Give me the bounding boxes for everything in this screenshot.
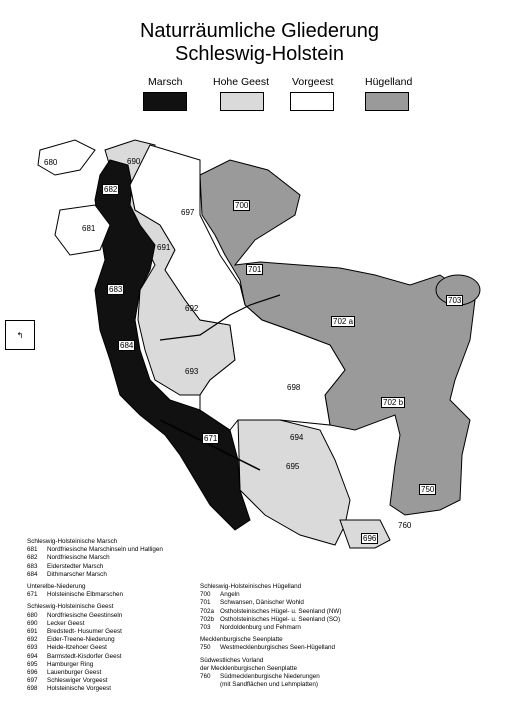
legend-list-left	[27, 534, 163, 694]
legend-entry	[27, 644, 163, 652]
legend-entry	[27, 546, 163, 554]
legend-entry	[200, 616, 341, 624]
legend-entry	[27, 554, 163, 562]
region-label: 703	[448, 296, 462, 305]
region-label: 671	[204, 434, 218, 443]
legend-name: Nordoldenburg und Fehmarn	[220, 624, 301, 632]
legend-code: 681	[27, 546, 38, 554]
legend-code: 683	[27, 562, 38, 570]
legend-entry	[200, 681, 341, 689]
region-label: 701	[248, 265, 262, 274]
legend-entry	[27, 661, 163, 669]
legend-label-hohe-geest: Hohe Geest	[213, 76, 270, 88]
legend-code: 698	[27, 685, 38, 693]
region-label: 697	[181, 208, 195, 217]
legend-heading: Schleswig-Holsteinische Geest	[27, 603, 114, 611]
legend-code: 671	[27, 591, 38, 599]
map-title: Naturräumliche Gliederung	[139, 20, 379, 42]
legend-name: Schleswiger Vorgeest	[47, 677, 108, 685]
legend-entry	[27, 628, 163, 636]
region-label: 684	[120, 341, 134, 350]
legend-entry	[200, 644, 341, 652]
legend-name: Hamburger Ring	[47, 660, 94, 668]
region-label: 693	[185, 367, 199, 376]
legend-name: Westmecklenburgisches Seen-Hügelland	[220, 644, 336, 652]
legend-entry	[200, 673, 341, 681]
legend-entry	[27, 669, 163, 677]
legend-name: Ostholsteinisches Hügel- u. Seenland (SO)	[220, 615, 341, 623]
legend-entry	[27, 612, 163, 620]
legend-entry	[27, 685, 163, 693]
legend-code: 695	[27, 660, 38, 668]
legend-entry	[200, 608, 341, 616]
legend-entry	[200, 624, 341, 632]
legend-name: Nordfriesische Marschinseln und Halligen	[47, 546, 163, 554]
legend-code	[200, 681, 220, 689]
legend-code: 691	[27, 628, 38, 636]
legend-heading: der Mecklenburgischen Seenplatte	[200, 664, 297, 672]
legend-heading: Schleswig-Holsteinisches Hügelland	[200, 583, 302, 590]
legend-code: 694	[27, 652, 38, 660]
legend-heading: Unterelbe-Niederung	[27, 583, 86, 591]
region-label: 750	[421, 485, 435, 494]
map-subtitle: Schleswig-Holstein	[175, 43, 344, 65]
legend-entry	[27, 591, 163, 599]
legend-name: Nordfriesische Marsch	[47, 554, 110, 562]
legend-code: 760	[200, 673, 211, 681]
region-label: 680	[44, 158, 58, 167]
legend-code: 682	[27, 554, 38, 562]
region-label: 700	[235, 201, 249, 210]
legend-code: 696	[27, 669, 38, 677]
legend-code: 700	[200, 591, 211, 599]
legend-list-right	[200, 579, 341, 689]
legend-name: Heide-Itzehoer Geest	[47, 644, 107, 652]
legend-entry	[27, 677, 163, 685]
legend-heading: Mecklenburgische Seenplatte	[200, 636, 283, 644]
region-label: 683	[109, 285, 123, 294]
legend-entry	[200, 599, 341, 607]
legend-name: Schwansen, Dänischer Wohld	[220, 599, 304, 607]
region-label: 760	[398, 521, 412, 530]
legend-name: Barmstedt-Kisdorfer Geest	[47, 652, 122, 660]
legend-name: Lecker Geest	[47, 619, 85, 627]
region-label: 702 a	[333, 317, 354, 326]
legend-entry	[27, 563, 163, 571]
region-label: 692	[185, 304, 199, 313]
legend-name: Nordfriesische Geestinseln	[47, 611, 123, 619]
region-label: 702 b	[383, 398, 404, 407]
inset-marker: ↰	[5, 320, 35, 350]
legend-entry	[27, 571, 163, 579]
legend-code: 703	[200, 624, 211, 632]
legend-name: Eider-Treene-Niederung	[47, 636, 115, 644]
legend-name: Holsteinische Elbmarschen	[47, 591, 123, 599]
legend-entry	[27, 653, 163, 661]
legend-entry	[27, 636, 163, 644]
legend-code: 692	[27, 636, 38, 644]
legend-code: 684	[27, 570, 38, 578]
legend-name: Dithmarscher Marsch	[47, 570, 107, 578]
legend-label-marsch: Marsch	[148, 76, 183, 88]
region-label: 694	[290, 433, 304, 442]
region-label: 682	[104, 185, 118, 194]
legend-code: 693	[27, 644, 38, 652]
legend-code: 701	[200, 599, 211, 607]
legend-name: Lauenburger Geest	[47, 669, 102, 677]
legend-name: Angeln	[220, 591, 240, 599]
legend-entry	[200, 591, 341, 599]
legend-code: 702a	[200, 607, 215, 615]
legend-code: 690	[27, 619, 38, 627]
legend-name: Eiderstedter Marsch	[47, 562, 104, 570]
legend-name: Bredstedt- Husumer Geest	[47, 628, 122, 636]
legend-name: Südmecklenburgische Niederungen	[220, 673, 320, 681]
region-label: 698	[287, 383, 301, 392]
legend-label-huegelland: Hügelland	[365, 76, 413, 88]
region-label: 691	[157, 243, 171, 252]
legend-name: Holsteinische Vorgeest	[47, 685, 112, 693]
legend-label-vorgeest: Vorgeest	[292, 76, 334, 88]
region-label: 681	[82, 224, 96, 233]
legend-name: (mit Sandflächen und Lehmplatten)	[220, 681, 319, 689]
legend-code: 697	[27, 677, 38, 685]
legend-code: 680	[27, 611, 38, 619]
legend-heading: Schleswig-Holsteinische Marsch	[27, 538, 118, 545]
region-label: 696	[363, 534, 377, 543]
legend-code: 750	[200, 644, 211, 652]
legend-name: Ostholsteinisches Hügel- u. Seenland (NW)	[220, 607, 342, 615]
region-label: 695	[286, 462, 300, 471]
legend-heading: Südwestliches Vorland	[200, 656, 264, 664]
legend-entry	[27, 620, 163, 628]
region-label: 690	[127, 157, 141, 166]
legend-code: 702b	[200, 615, 215, 623]
